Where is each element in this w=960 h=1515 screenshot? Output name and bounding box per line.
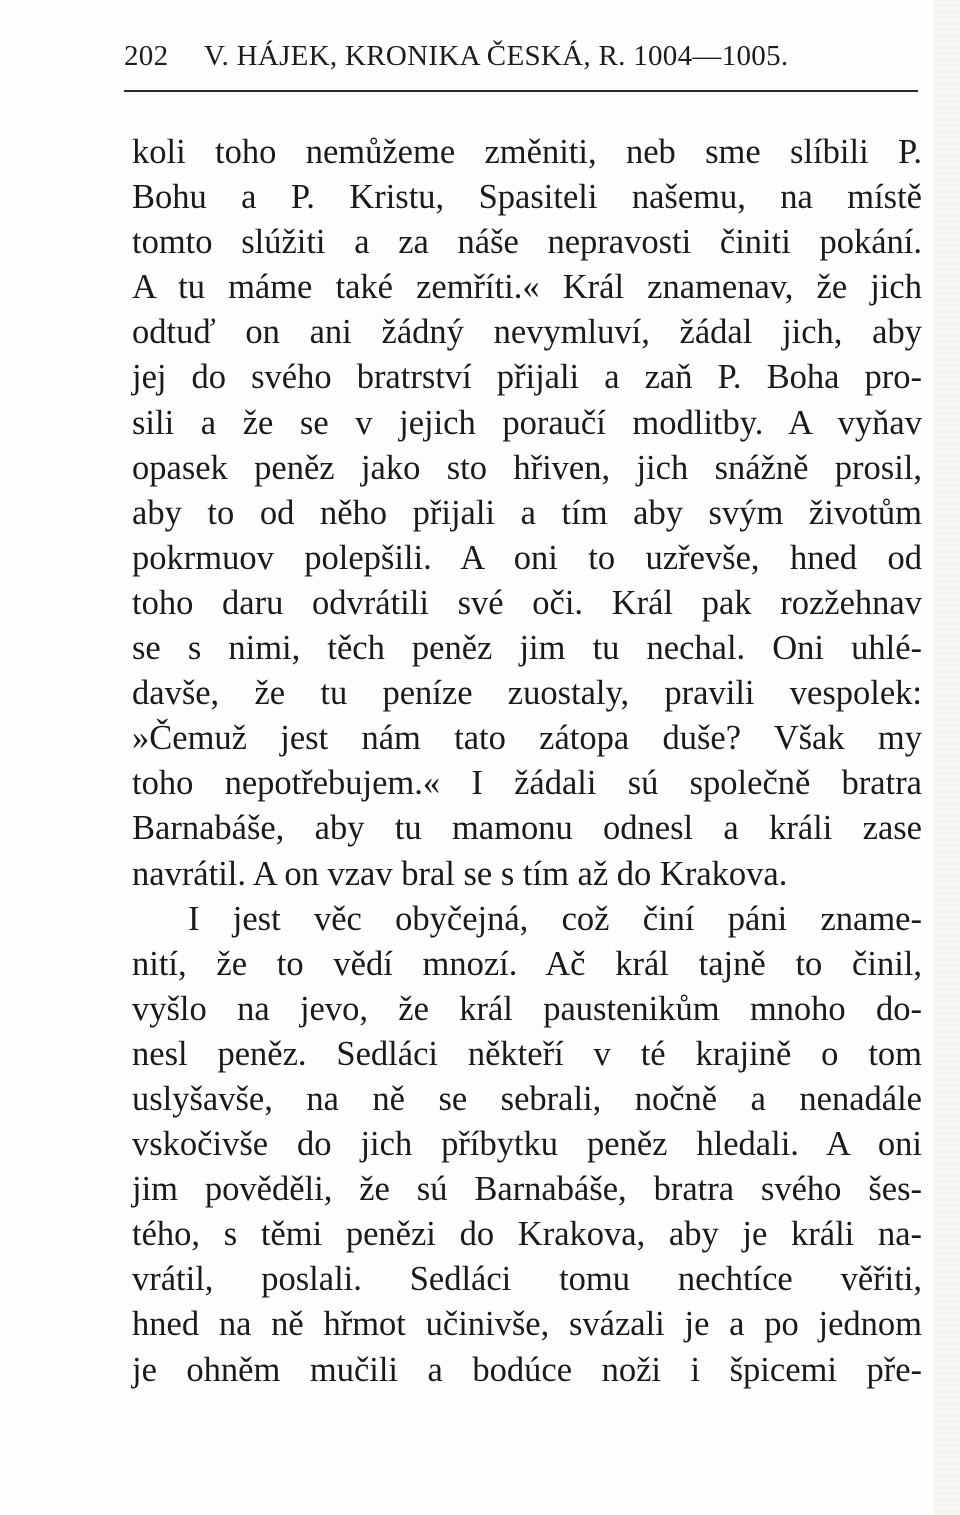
text-line: nití, že to vědí mnozí. Ač král tajně to činil, (132, 944, 922, 983)
header-rule (124, 90, 918, 92)
text-line: I jest věc obyčejná, což činí páni zname- (188, 899, 922, 938)
text-line: »Čemuž jest nám tato zátopa duše? Však my (132, 719, 922, 758)
text-line: pokrmuov polepšili. A oni to uzřevše, hned od (132, 538, 922, 577)
text-line: hned na ně hřmot učinivše, svázali je a po jednom (132, 1305, 922, 1344)
text-line: uslyšavše, na ně se sebrali, nočně a nenadále (132, 1079, 922, 1118)
text-line: vskočivše do jich příbytku peněz hledali. A oni (132, 1125, 922, 1164)
text-line: je ohněm mučili a bodúce noži i špicemi pře- (132, 1350, 922, 1389)
text-line: tého, s těmi penězi do Krakova, aby je králi na- (132, 1215, 922, 1254)
text-line: vrátil, poslali. Sedláci tomu nechtíce věřiti, (132, 1260, 922, 1299)
text-line: toho daru odvrátili své oči. Král pak rozžehnav (132, 583, 922, 622)
text-line: koli toho nemůžeme změniti, neb sme slíbili P. (132, 133, 922, 171)
text-line: toho nepotřebujem.« I žádali sú společně bratra (132, 764, 922, 803)
text-line: A tu máme také zemříti.« Král znamenav, že jich (132, 268, 922, 307)
text-line: odtuď on ani žádný nevymluví, žádal jich, aby (132, 313, 922, 352)
page-edge (934, 0, 960, 1515)
text-line: nesl peněz. Sedláci někteří v té krajině o tom (132, 1034, 922, 1073)
text-line: jej do svého bratrství přijali a zaň P. Boha pro- (132, 358, 922, 397)
paragraph-1 (132, 130, 922, 897)
text-line: opasek peněz jako sto hřiven, jich snážně prosil, (132, 448, 922, 487)
text-line: Bohu a P. Kristu, Spasiteli našemu, na místě (132, 178, 922, 217)
text-line: sili a že se v jejich poraučí modlitby. A vyňav (132, 403, 922, 442)
text-line: se s nimi, těch peněz jim tu nechal. Oni uhlé- (132, 629, 922, 668)
paragraph-2 (132, 897, 922, 1393)
text-line: davše, že tu peníze zuostaly, pravili vespolek: (132, 674, 922, 713)
text-line: tomto slúžiti a za náše nepravosti činiti pokání. (132, 223, 922, 262)
text-line: Barnabáše, aby tu mamonu odnesl a králi zase (132, 809, 922, 848)
text-line: aby to od něho přijali a tím aby svým životům (132, 493, 922, 532)
text-line: vyšlo na jevo, že král paustenikům mnoho do- (132, 989, 922, 1028)
page-number: 202 (124, 40, 169, 72)
text-line: jim pověděli, že sú Barnabáše, bratra svého šes- (132, 1170, 922, 1209)
body-text (132, 130, 922, 1393)
page-header (124, 40, 924, 80)
running-title: V. HÁJEK, KRONIKA ČESKÁ, R. 1004—1005. (204, 40, 789, 72)
text-line: navrátil. A on vzav bral se s tím až do Krakova. (132, 854, 788, 893)
